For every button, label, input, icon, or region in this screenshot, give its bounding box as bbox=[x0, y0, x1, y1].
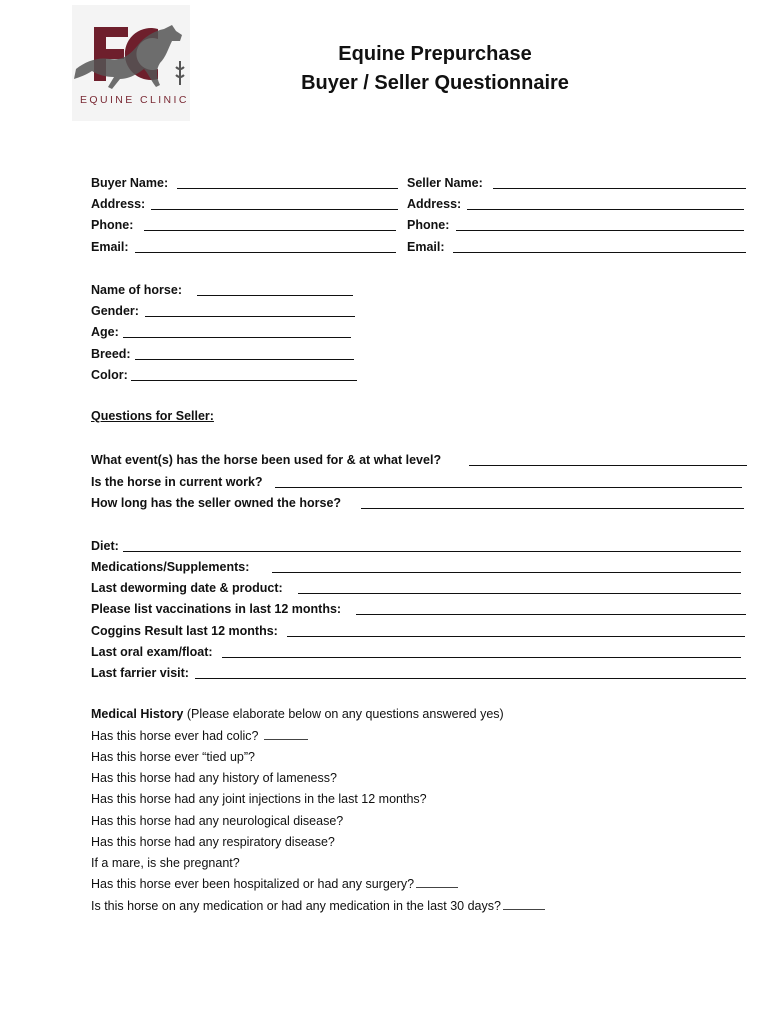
medical-q4 bbox=[91, 792, 427, 806]
seller-phone-line[interactable] bbox=[456, 230, 744, 231]
medical-q9-text: Is this horse on any medication or had any medication in the last 30 days? bbox=[91, 899, 501, 913]
medical-q5-text: Has this horse had any neurological disease? bbox=[91, 814, 344, 828]
seller-email-field[interactable] bbox=[407, 238, 746, 256]
owned-line[interactable] bbox=[361, 508, 744, 509]
buyer-name-label: Buyer Name: bbox=[91, 176, 169, 190]
page-title bbox=[250, 40, 620, 98]
horse-gender-field[interactable] bbox=[91, 302, 355, 320]
horse-color-line[interactable] bbox=[131, 380, 357, 381]
diet-label: Diet: bbox=[91, 539, 119, 553]
vaccinations-line[interactable] bbox=[356, 614, 746, 615]
events-label: What event(s) has the horse been used for & at what level? bbox=[91, 453, 442, 467]
seller-address-line[interactable] bbox=[467, 209, 744, 210]
buyer-name-line[interactable] bbox=[177, 188, 398, 189]
meds-line[interactable] bbox=[272, 572, 741, 573]
coggins-label: Coggins Result last 12 months: bbox=[91, 624, 278, 638]
farrier-field[interactable] bbox=[91, 664, 746, 682]
horse-breed-field[interactable] bbox=[91, 345, 354, 363]
buyer-email-line[interactable] bbox=[135, 252, 396, 253]
events-line[interactable] bbox=[469, 465, 747, 466]
title-line-1: Equine Prepurchase bbox=[338, 43, 532, 65]
horse-breed-label: Breed: bbox=[91, 347, 131, 361]
meds-field[interactable] bbox=[91, 558, 741, 576]
medical-q7-text: If a mare, is she pregnant? bbox=[91, 856, 240, 870]
buyer-phone-field[interactable] bbox=[91, 216, 396, 234]
seller-email-line[interactable] bbox=[453, 252, 746, 253]
horse-gender-label: Gender: bbox=[91, 304, 139, 318]
horse-breed-line[interactable] bbox=[135, 359, 354, 360]
buyer-address-field[interactable] bbox=[91, 195, 398, 213]
seller-name-field[interactable] bbox=[407, 174, 746, 192]
horse-age-line[interactable] bbox=[123, 337, 351, 338]
diet-field[interactable] bbox=[91, 537, 741, 555]
oral-exam-label: Last oral exam/float: bbox=[91, 645, 213, 659]
buyer-name-field[interactable] bbox=[91, 174, 398, 192]
deworming-field[interactable] bbox=[91, 579, 741, 597]
medical-q9-blank[interactable] bbox=[503, 899, 545, 910]
medical-q8-text: Has this horse ever been hospitalized or had any surgery? bbox=[91, 877, 415, 891]
coggins-field[interactable] bbox=[91, 622, 745, 640]
current-work-line[interactable] bbox=[275, 487, 742, 488]
horse-age-field[interactable] bbox=[91, 323, 351, 341]
medical-q2-text: Has this horse ever “tied up”? bbox=[91, 750, 255, 764]
buyer-email-field[interactable] bbox=[91, 238, 396, 256]
horse-name-field[interactable] bbox=[91, 281, 353, 299]
buyer-phone-line[interactable] bbox=[144, 230, 396, 231]
seller-address-label: Address: bbox=[407, 197, 462, 211]
seller-name-label: Seller Name: bbox=[407, 176, 483, 190]
medical-q6 bbox=[91, 835, 335, 849]
seller-questions-heading: Questions for Seller: bbox=[91, 409, 214, 423]
horse-color-label: Color: bbox=[91, 368, 128, 382]
owned-field[interactable] bbox=[91, 494, 744, 512]
owned-label: How long has the seller owned the horse? bbox=[91, 496, 342, 510]
meds-label: Medications/Supplements: bbox=[91, 560, 250, 574]
buyer-address-line[interactable] bbox=[151, 209, 398, 210]
buyer-phone-label: Phone: bbox=[91, 218, 134, 232]
medical-q8-blank[interactable] bbox=[416, 877, 458, 888]
horse-name-label: Name of horse: bbox=[91, 283, 182, 297]
medical-q1 bbox=[91, 729, 308, 743]
title-line-2: Buyer / Seller Questionnaire bbox=[301, 72, 569, 94]
coggins-line[interactable] bbox=[287, 636, 745, 637]
current-work-label: Is the horse in current work? bbox=[91, 475, 263, 489]
medical-q9 bbox=[91, 899, 545, 913]
vaccinations-field[interactable] bbox=[91, 600, 746, 618]
medical-q3-text: Has this horse had any history of lameness? bbox=[91, 771, 337, 785]
medical-history-heading bbox=[91, 707, 504, 721]
deworming-label: Last deworming date & product: bbox=[91, 581, 283, 595]
seller-phone-field[interactable] bbox=[407, 216, 744, 234]
horse-age-label: Age: bbox=[91, 325, 119, 339]
medical-q1-blank[interactable] bbox=[264, 729, 308, 740]
medical-q5 bbox=[91, 814, 343, 828]
medical-q2 bbox=[91, 750, 255, 764]
farrier-label: Last farrier visit: bbox=[91, 666, 189, 680]
buyer-address-label: Address: bbox=[91, 197, 146, 211]
medical-q6-text: Has this horse had any respiratory disease? bbox=[91, 835, 335, 849]
seller-address-field[interactable] bbox=[407, 195, 744, 213]
oral-exam-line[interactable] bbox=[222, 657, 741, 658]
seller-email-label: Email: bbox=[407, 240, 445, 254]
medical-q3 bbox=[91, 771, 337, 785]
deworming-line[interactable] bbox=[298, 593, 741, 594]
farrier-line[interactable] bbox=[195, 678, 746, 679]
logo-caption: EQUINE CLINIC bbox=[80, 94, 189, 106]
medical-q4-text: Has this horse had any joint injections in the last 12 months? bbox=[91, 792, 427, 806]
events-field[interactable] bbox=[91, 451, 747, 469]
seller-name-line[interactable] bbox=[493, 188, 746, 189]
current-work-field[interactable] bbox=[91, 473, 742, 491]
horse-name-line[interactable] bbox=[197, 295, 353, 296]
medical-history-note: (Please elaborate below on any questions answered yes) bbox=[183, 707, 504, 721]
vaccinations-label: Please list vaccinations in last 12 months: bbox=[91, 602, 342, 616]
oral-exam-field[interactable] bbox=[91, 643, 741, 661]
medical-q1-text: Has this horse ever had colic? bbox=[91, 729, 259, 743]
horse-color-field[interactable] bbox=[91, 366, 357, 384]
seller-phone-label: Phone: bbox=[407, 218, 450, 232]
medical-q8 bbox=[91, 877, 458, 891]
diet-line[interactable] bbox=[123, 551, 741, 552]
buyer-email-label: Email: bbox=[91, 240, 129, 254]
medical-history-title: Medical History bbox=[91, 707, 184, 721]
horse-gender-line[interactable] bbox=[145, 316, 355, 317]
medical-q7 bbox=[91, 856, 240, 870]
